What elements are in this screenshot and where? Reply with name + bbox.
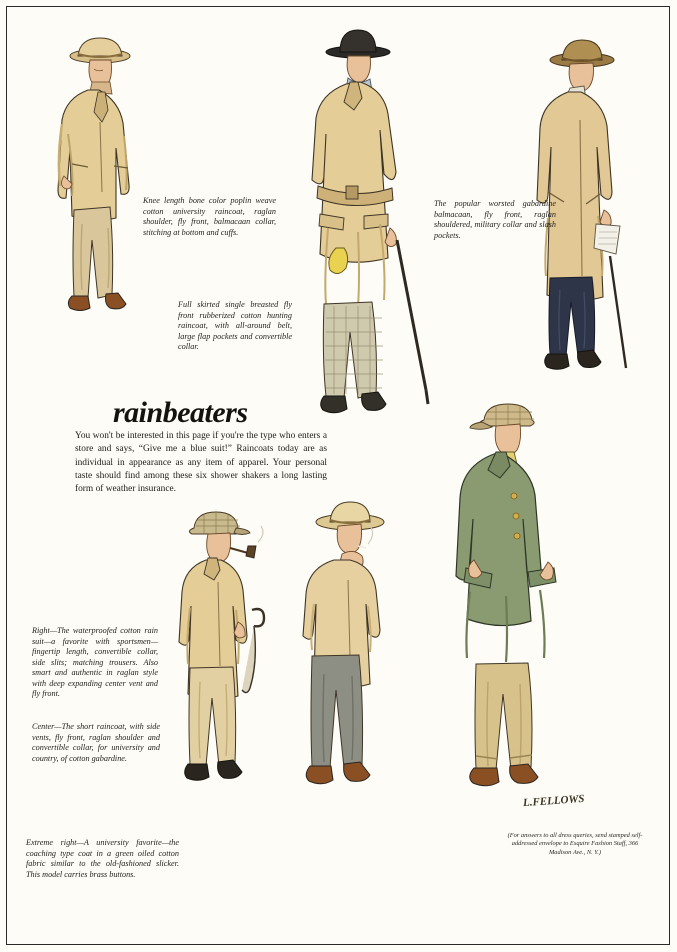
page-title: rainbeaters	[113, 396, 248, 429]
figure-rain-suit	[166, 498, 296, 893]
footnote: (For answers to all dress queries, send stamped self-addressed envelope to Esquire Fashion Staff, 366 Madison Ave., N. Y.)	[507, 832, 643, 856]
caption-short-raincoat: Center—The short raincoat, with side vents, fly front, raglan shoulder and convertible collar, for university and country, of cotton gabardine.	[32, 722, 160, 763]
caption-coaching-coat: Extreme right—A university favorite—the coaching type coat in a green oiled cotton fabric similar to the old-fashioned slicker. This model carries brass buttons.	[26, 838, 179, 879]
figure-short-raincoat	[288, 484, 428, 904]
caption-rain-suit: Right—The waterproofed cotton rain suit—a favorite with sportsmen—fingertip length, convertible collar, side slits; matching trousers. Also smart and authentic in raglan style with deep expanding center vent and fly front.	[32, 626, 158, 698]
caption-hunting-raincoat: Full skirted single breasted fly front rubberized cotton hunting raincoat, with all-around belt, large flap pockets and convertible collar.	[178, 300, 292, 351]
artist-signature: L.FELLOWS	[522, 792, 585, 810]
figure-hunting-raincoat	[298, 18, 448, 473]
intro-paragraph: You won't be interested in this page if you're the type who enters a store and says, “Give me a blue suit!” Raincoats today are as individual in appearance as any item of apparel. Your personal taste should find among these six shower shakers a long lasting form of weather insurance.	[75, 431, 327, 495]
caption-gabardine-balmacaan: The popular worsted gabardine balmacaan, fly front, raglan shouldered, military collar and slash pockets.	[434, 199, 556, 240]
figure-coaching-coat	[440, 392, 620, 842]
caption-poplin-raincoat: Knee length bone color poplin weave cotton university raincoat, raglan shoulder, fly front, balmacaan collar, stitching at bottom and cuffs.	[143, 196, 276, 237]
